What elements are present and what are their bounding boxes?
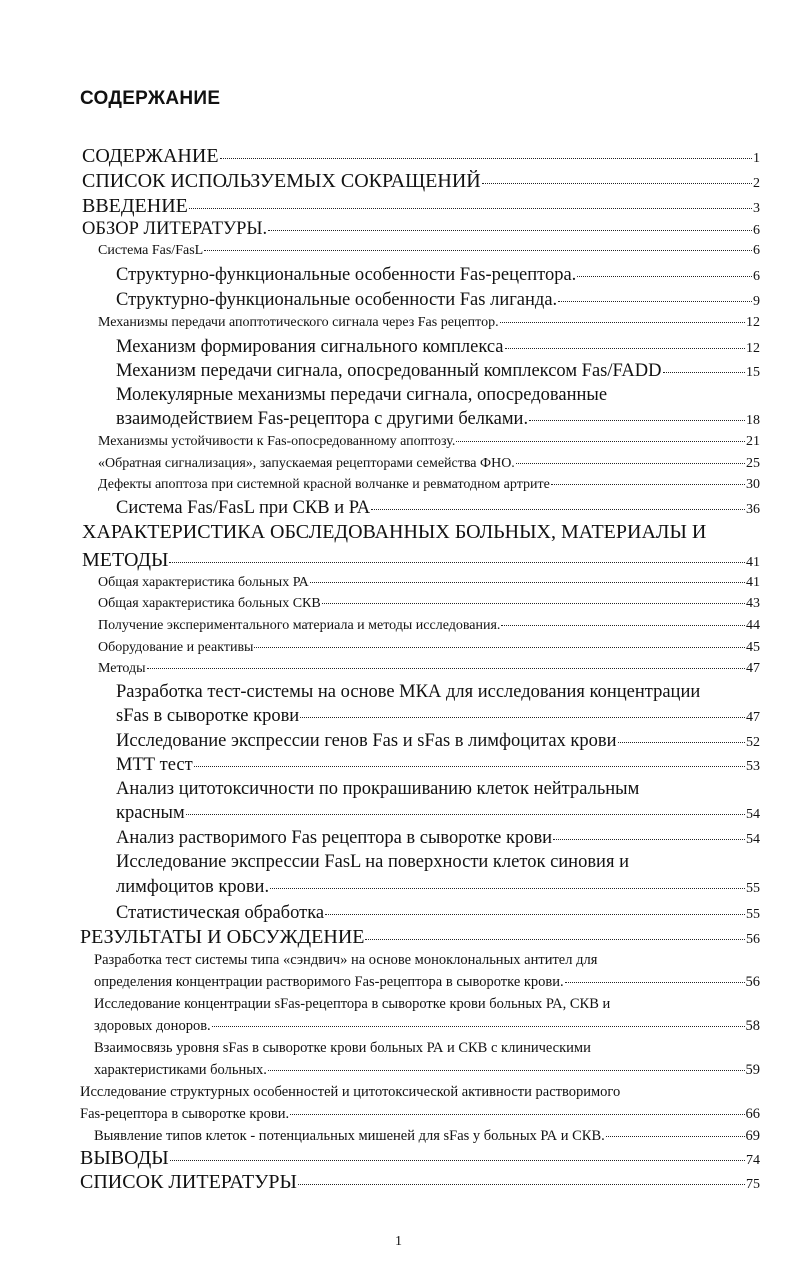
toc-entry-title: Структурно-функциональные особенности Fas-рецептора. xyxy=(116,265,577,285)
leader-dots xyxy=(606,1136,745,1137)
toc-entry-title: Механизм формирования сигнального комплекса xyxy=(116,337,504,357)
toc-entry-title: ВЫВОДЫ xyxy=(80,1147,169,1169)
leader-dots xyxy=(170,1160,745,1161)
toc-entry-page: 1 xyxy=(753,151,760,166)
toc-entry-page: 69 xyxy=(745,1128,760,1144)
toc-entry[interactable] xyxy=(80,927,760,947)
leader-dots xyxy=(325,914,745,915)
toc-entry-page: 6 xyxy=(753,223,760,238)
toc-entry-page: 12 xyxy=(746,315,760,330)
toc-entry-title: лимфоцитов крови. xyxy=(116,877,270,897)
toc-entry[interactable] xyxy=(82,196,760,216)
toc-entry-page: 21 xyxy=(746,434,760,449)
toc-entry-title: Исследование экспрессии генов Fas и sFas в лимфоцитах крови xyxy=(116,731,617,751)
toc-entry-title: определения концентрации растворимого Fas-рецептора в сыворотке крови. xyxy=(94,974,564,990)
leader-dots xyxy=(204,250,752,251)
toc-entry[interactable] xyxy=(82,146,760,166)
leader-dots xyxy=(516,463,745,464)
leader-dots xyxy=(147,668,745,669)
toc-entry-title-line1: Взаимосвязь уровня sFas в сыворотке крови больных РА и СКВ с клиническими xyxy=(94,1040,591,1056)
toc-entry-title: Выявление типов клеток - потенциальных мишеней для sFas у больных РА и СКВ. xyxy=(94,1128,605,1144)
toc-entry-title: ОБЗОР ЛИТЕРАТУРЫ. xyxy=(82,219,268,239)
toc-entry-title: РЕЗУЛЬТАТЫ И ОБСУЖДЕНИЕ xyxy=(80,926,365,948)
toc-entry-title-line1: ХАРАКТЕРИСТИКА ОБСЛЕДОВАННЫХ БОЛЬНЫХ, МАТЕРИАЛЫ И xyxy=(82,521,707,543)
toc-entry[interactable] xyxy=(98,576,760,590)
toc-entry[interactable] xyxy=(98,662,760,676)
leader-dots xyxy=(618,742,745,743)
toc-entry-title: МЕТОДЫ xyxy=(82,549,169,571)
toc-entry[interactable] xyxy=(116,829,760,848)
leader-dots xyxy=(482,183,752,184)
toc-entry-title-line1: Исследование структурных особенностей и цитотоксической активности растворимого xyxy=(80,1084,621,1100)
toc-entry-title: ВВЕДЕНИЕ xyxy=(82,195,188,217)
toc-entry-title: sFas в сыворотке крови xyxy=(116,706,300,726)
toc-entry-page: 6 xyxy=(753,269,760,284)
toc-entry-page: 56 xyxy=(746,932,760,947)
leader-dots xyxy=(456,441,745,442)
toc-entry[interactable] xyxy=(116,732,760,751)
leader-dots xyxy=(500,322,745,323)
leader-dots xyxy=(558,301,752,302)
toc-entry-title: Оборудование и реактивы xyxy=(98,640,254,655)
toc-entry[interactable] xyxy=(98,641,760,655)
toc-entry-page: 12 xyxy=(746,341,760,356)
toc-entry[interactable] xyxy=(98,619,760,633)
toc-entry-title: Методы xyxy=(98,661,146,676)
leader-dots xyxy=(194,766,745,767)
toc-entry-title: Анализ растворимого Fas рецептора в сыворотке крови xyxy=(116,828,553,848)
toc-entry-page: 43 xyxy=(746,596,760,611)
toc-entry-title: СПИСОК ЛИТЕРАТУРЫ xyxy=(80,1171,297,1193)
toc-entry[interactable] xyxy=(80,1172,760,1192)
toc-entry-title-line1: Разработка тест-системы на основе МКА для исследования концентрации xyxy=(116,682,701,702)
toc-entry-page: 47 xyxy=(746,661,760,676)
leader-dots xyxy=(551,484,745,485)
toc-entry-page: 15 xyxy=(746,365,760,380)
toc-entry-page: 45 xyxy=(746,640,760,655)
leader-dots xyxy=(501,625,745,626)
toc-entry[interactable] xyxy=(116,707,760,726)
leader-dots xyxy=(310,582,745,583)
leader-dots xyxy=(505,348,746,349)
toc-entry-title: СПИСОК ИСПОЛЬЗУЕМЫХ СОКРАЩЕНИЙ xyxy=(82,170,481,192)
toc-entry-page: 41 xyxy=(746,575,760,590)
toc-entry-page: 56 xyxy=(745,974,760,990)
toc-entry[interactable] xyxy=(116,291,760,310)
toc-entry-page: 55 xyxy=(746,907,760,922)
toc-entry-title: Система Fas/FasL xyxy=(98,243,204,258)
toc-entry-title: Структурно-функциональные особенности Fas лиганда. xyxy=(116,290,558,310)
toc-entry-page: 75 xyxy=(746,1177,760,1192)
toc-entry[interactable] xyxy=(116,499,760,518)
toc-entry-title-line1: Молекулярные механизмы передачи сигнала, опосредованные xyxy=(116,385,608,405)
toc-entry-title: Механизм передачи сигнала, опосредованный комплексом Fas/FADD xyxy=(116,361,662,381)
toc-entry[interactable] xyxy=(94,975,760,990)
toc-entry-page: 55 xyxy=(746,881,760,896)
toc-entry-page: 3 xyxy=(753,201,760,216)
toc-entry-title: Система Fas/FasL при СКВ и РА xyxy=(116,498,371,518)
toc-entry-page: 52 xyxy=(746,735,760,750)
toc-entry[interactable] xyxy=(98,316,760,330)
toc-entry-title-line1: Анализ цитотоксичности по прокрашиванию клеток нейтральным xyxy=(116,779,640,799)
toc-entry[interactable] xyxy=(82,220,760,239)
leader-dots xyxy=(189,208,752,209)
leader-dots xyxy=(270,888,745,889)
toc-entry-title: взаимодействием Fas-рецептора с другими белками. xyxy=(116,409,529,429)
toc-entry-page: 18 xyxy=(746,413,760,428)
toc-entry-title: Получение экспериментального материала и методы исследования. xyxy=(98,618,501,633)
toc-entry[interactable] xyxy=(82,550,760,570)
leader-dots xyxy=(577,276,752,277)
toc-entry-page: 30 xyxy=(746,477,760,492)
toc-entry[interactable] xyxy=(98,478,760,492)
toc-entry-title-line1: Разработка тест системы типа «сэндвич» на основе моноклональных антител для xyxy=(94,952,598,968)
toc-entry-page: 53 xyxy=(746,759,760,774)
leader-dots xyxy=(365,939,745,940)
page-number: 1 xyxy=(395,1234,402,1249)
toc-entry-title: характеристиками больных. xyxy=(94,1062,267,1078)
toc-entry-title: Статистическая обработка xyxy=(116,903,325,923)
toc-entry[interactable] xyxy=(116,878,760,897)
toc-entry-title-line1: Исследование экспрессии FasL на поверхности клеток синовия и xyxy=(116,852,629,872)
leader-dots xyxy=(212,1026,745,1027)
leader-dots xyxy=(322,603,745,604)
toc-entry-title: Механизмы устойчивости к Fas-опосредованному апоптозу. xyxy=(98,434,456,449)
toc-entry[interactable] xyxy=(116,266,760,285)
toc-entry-title: Общая характеристика больных РА xyxy=(98,575,309,590)
toc-entry[interactable] xyxy=(94,1019,760,1034)
leader-dots xyxy=(268,230,752,231)
toc-entry-page: 54 xyxy=(746,832,760,847)
toc-entry[interactable] xyxy=(80,1107,760,1122)
leader-dots xyxy=(553,839,745,840)
toc-entry-title-line1: Исследование концентрации sFas-рецептора в сыворотке крови больных РА, СКВ и xyxy=(94,996,611,1012)
toc-entry-title: Общая характеристика больных СКВ xyxy=(98,596,321,611)
leader-dots xyxy=(186,814,745,815)
leader-dots xyxy=(290,1114,744,1115)
leader-dots xyxy=(529,420,745,421)
toc-entry[interactable] xyxy=(116,338,760,357)
leader-dots xyxy=(565,982,745,983)
toc-entry-page: 36 xyxy=(746,502,760,517)
toc-entry-title: «Обратная сигнализация», запускаемая рецепторами семейства ФНО. xyxy=(98,456,515,471)
leader-dots xyxy=(298,1184,745,1185)
toc-entry-page: 66 xyxy=(745,1106,760,1122)
toc-entry[interactable] xyxy=(116,410,760,429)
toc-entry-title: СОДЕРЖАНИЕ xyxy=(82,145,219,167)
toc-entry[interactable] xyxy=(116,756,760,775)
toc-entry[interactable] xyxy=(116,804,760,823)
toc-entry[interactable] xyxy=(98,244,760,258)
toc-entry-title: красным xyxy=(116,803,185,823)
leader-dots xyxy=(169,562,745,563)
toc-entry[interactable] xyxy=(116,362,760,381)
toc-entry-page: 47 xyxy=(746,710,760,725)
leader-dots xyxy=(254,647,745,648)
page-heading: СОДЕРЖАНИЕ xyxy=(80,88,221,109)
leader-dots xyxy=(220,158,752,159)
toc-entry[interactable] xyxy=(94,1129,760,1144)
toc-entry[interactable] xyxy=(82,171,760,191)
toc-entry-page: 25 xyxy=(746,456,760,471)
toc-entry-page: 9 xyxy=(753,294,760,309)
toc-entry-page: 2 xyxy=(753,176,760,191)
toc-entry-page: 41 xyxy=(746,555,760,570)
leader-dots xyxy=(663,372,746,373)
toc-entry[interactable] xyxy=(94,1063,760,1078)
toc-entry[interactable] xyxy=(98,457,760,471)
toc-entry-page: 6 xyxy=(753,243,760,258)
toc-entry[interactable] xyxy=(98,597,760,611)
toc-entry-page: 58 xyxy=(745,1018,760,1034)
leader-dots xyxy=(268,1070,745,1071)
toc-entry-page: 74 xyxy=(746,1153,760,1168)
toc-entry-title: МТТ тест xyxy=(116,755,193,775)
toc-entry-page: 59 xyxy=(745,1062,760,1078)
toc-entry[interactable] xyxy=(98,435,760,449)
toc-entry[interactable] xyxy=(80,1148,760,1168)
toc-entry-title: здоровых доноров. xyxy=(94,1018,211,1034)
toc-entry-page: 44 xyxy=(746,618,760,633)
leader-dots xyxy=(371,509,745,510)
toc-entry[interactable] xyxy=(116,904,760,923)
toc-entry-title: Fas-рецептора в сыворотке крови. xyxy=(80,1106,290,1122)
toc-entry-title: Механизмы передачи апоптотического сигнала через Fas рецептор. xyxy=(98,315,499,330)
toc-entry-page: 54 xyxy=(746,807,760,822)
leader-dots xyxy=(300,717,745,718)
toc-entry-title: Дефекты апоптоза при системной красной волчанке и ревматодном артрите xyxy=(98,477,550,492)
